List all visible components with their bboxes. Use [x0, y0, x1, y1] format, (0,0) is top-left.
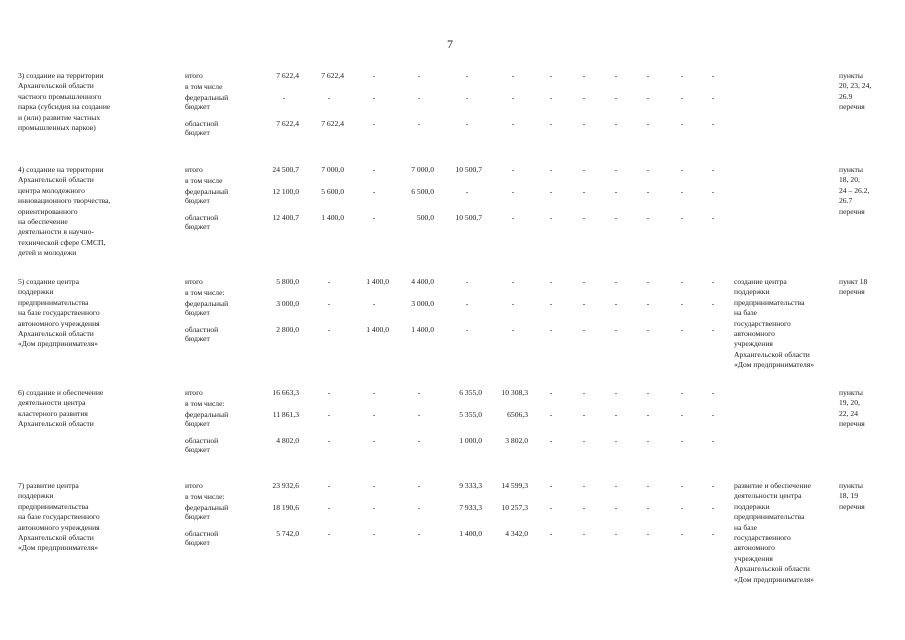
value-cell: 3 000,0 — [276, 299, 299, 308]
funding-source-label: областной — [185, 119, 219, 128]
value-cell: 5 800,0 — [276, 277, 299, 286]
expected-result-line: государственного — [734, 533, 791, 542]
empty-year-cell: - — [582, 93, 586, 102]
section-description-line: деятельности центра — [18, 398, 86, 408]
funding-source-label: областной — [185, 213, 219, 222]
value-cell: - — [372, 165, 376, 174]
value-cell: 7 622,4 — [276, 119, 299, 128]
expected-result-line: «Дом предпринимателя» — [734, 360, 815, 370]
empty-year-cell: - — [711, 187, 715, 196]
value-cell: 1 000,0 — [459, 436, 482, 445]
reference-line: перечня — [839, 419, 865, 429]
empty-year-cell: - — [614, 119, 618, 128]
value-cell: 6506,3 — [507, 410, 528, 419]
value-cell: - — [511, 213, 515, 222]
empty-year-cell: - — [582, 165, 586, 174]
value-cell: - — [511, 71, 515, 80]
value-cell: 7 622,4 — [321, 119, 344, 128]
page-number: 7 — [447, 37, 453, 51]
value-cell: 23 932,6 — [272, 481, 299, 490]
value-cell: - — [327, 277, 331, 286]
empty-year-cell: - — [582, 388, 586, 397]
empty-year-cell: - — [614, 325, 618, 334]
funding-source-label: в том числе: — [185, 288, 225, 297]
value-cell: - — [372, 187, 376, 196]
section-description-line: «Дом предпринимателя» — [18, 339, 99, 349]
value-cell: 6 355,0 — [459, 388, 482, 397]
value-cell: 3 000,0 — [411, 299, 434, 308]
empty-year-cell: - — [614, 165, 618, 174]
empty-year-cell: - — [680, 165, 684, 174]
value-cell: - — [511, 277, 515, 286]
empty-year-cell: - — [549, 503, 553, 512]
empty-year-cell: - — [549, 213, 553, 222]
funding-source-label: областной — [185, 436, 219, 445]
funding-source-label: бюджет — [185, 445, 210, 455]
section-description-line: на обеспечение — [18, 217, 68, 226]
funding-source-label: в том числе — [185, 176, 223, 185]
expected-result-line: на базе — [734, 522, 757, 532]
reference-line: пункт 18 — [839, 277, 868, 286]
empty-year-cell: - — [614, 71, 618, 80]
value-cell: - — [465, 71, 469, 80]
section-description-line: Архангельской области — [18, 533, 94, 542]
value-cell: - — [465, 119, 469, 128]
empty-year-cell: - — [711, 436, 715, 445]
empty-year-cell: - — [711, 71, 715, 80]
reference-line: пункты — [839, 165, 863, 174]
funding-source-label: итого — [185, 481, 203, 490]
value-cell: 14 599,3 — [501, 481, 528, 490]
reference-line: 26.7 — [839, 196, 853, 206]
funding-source-label: бюджет — [185, 419, 210, 429]
section-description-line: центра молодежного — [18, 185, 85, 195]
value-cell: - — [372, 503, 376, 512]
empty-year-cell: - — [711, 388, 715, 397]
value-cell: 10 500,7 — [455, 213, 482, 222]
value-cell: 12 400,7 — [272, 213, 299, 222]
section-description-line: 4) создание на территории — [18, 165, 104, 174]
value-cell: - — [327, 410, 331, 419]
expected-result-line: создание центра — [734, 277, 787, 286]
value-cell: - — [327, 325, 331, 334]
empty-year-cell: - — [711, 93, 715, 102]
empty-year-cell: - — [646, 165, 650, 174]
value-cell: - — [417, 410, 421, 419]
section-description-line: парка (субсидия на создание — [18, 102, 111, 112]
value-cell: 24 500,7 — [272, 165, 299, 174]
value-cell: 3 802,0 — [505, 436, 528, 445]
empty-year-cell: - — [711, 410, 715, 419]
empty-year-cell: - — [711, 481, 715, 490]
expected-result-line: поддержки — [734, 287, 770, 297]
expected-result-line: учреждения — [734, 553, 773, 563]
empty-year-cell: - — [614, 436, 618, 445]
empty-year-cell: - — [582, 119, 586, 128]
section-description-line: промышленных парков) — [18, 123, 96, 132]
funding-source-label: бюджет — [185, 538, 210, 548]
value-cell: 5 355,0 — [459, 410, 482, 419]
empty-year-cell: - — [711, 299, 715, 308]
section-description-line: технической сфере СМСП, — [18, 237, 106, 247]
reference-line: перечня — [839, 102, 865, 112]
empty-year-cell: - — [646, 325, 650, 334]
section-description-line: и (или) развитие частных — [18, 112, 101, 122]
empty-year-cell: - — [680, 388, 684, 397]
reference-line: перечня — [839, 287, 865, 297]
funding-source-label: бюджет — [185, 128, 210, 138]
value-cell: - — [511, 93, 515, 102]
value-cell: - — [327, 503, 331, 512]
empty-year-cell: - — [582, 529, 586, 538]
reference-line: 20, 23, 24, — [839, 81, 872, 91]
empty-year-cell: - — [549, 410, 553, 419]
section-description-line: Архангельской области — [18, 419, 94, 429]
value-cell: 10 257,3 — [501, 503, 528, 512]
funding-source-label: федеральный — [185, 503, 229, 512]
empty-year-cell: - — [582, 436, 586, 445]
empty-year-cell: - — [646, 71, 650, 80]
empty-year-cell: - — [680, 325, 684, 334]
section-description-line: на базе государственного — [18, 308, 100, 318]
empty-year-cell: - — [582, 187, 586, 196]
section-description-line: поддержки — [18, 491, 54, 501]
empty-year-cell: - — [680, 299, 684, 308]
value-cell: 6 500,0 — [411, 187, 434, 196]
empty-year-cell: - — [549, 325, 553, 334]
value-cell: - — [511, 119, 515, 128]
empty-year-cell: - — [680, 277, 684, 286]
value-cell: 500,0 — [416, 213, 434, 222]
value-cell: - — [327, 93, 331, 102]
value-cell: 18 190,6 — [272, 503, 299, 512]
reference-line: пункты — [839, 481, 863, 490]
section-description-line: кластерного развития — [18, 408, 88, 418]
value-cell: - — [327, 529, 331, 538]
value-cell: 1 400,0 — [321, 213, 344, 222]
section-description-line: деятельности в научно- — [18, 227, 94, 237]
section-description-line: 3) создание на территории — [18, 71, 104, 80]
value-cell: - — [417, 93, 421, 102]
section-description-line: Архангельской области — [18, 81, 94, 91]
empty-year-cell: - — [582, 410, 586, 419]
value-cell: - — [372, 410, 376, 419]
reference-line: 19, 20, — [839, 398, 860, 408]
empty-year-cell: - — [549, 93, 553, 102]
section-description-line: 5) создание центра — [18, 277, 79, 286]
empty-year-cell: - — [614, 529, 618, 538]
empty-year-cell: - — [711, 277, 715, 286]
empty-year-cell: - — [680, 436, 684, 445]
empty-year-cell: - — [582, 71, 586, 80]
value-cell: - — [417, 481, 421, 490]
funding-source-label: в том числе: — [185, 399, 225, 408]
value-cell: - — [327, 299, 331, 308]
empty-year-cell: - — [614, 388, 618, 397]
empty-year-cell: - — [582, 481, 586, 490]
reference-line: 22, 24 — [839, 408, 858, 418]
empty-year-cell: - — [549, 71, 553, 80]
empty-year-cell: - — [711, 529, 715, 538]
empty-year-cell: - — [646, 119, 650, 128]
expected-result-line: предпринимательства — [734, 297, 805, 307]
expected-result-line: Архангельской области — [734, 564, 810, 574]
section-description-line: Архангельской области — [18, 175, 94, 185]
funding-source-label: бюджет — [185, 196, 210, 206]
reference-line: перечня — [839, 501, 865, 511]
empty-year-cell: - — [582, 325, 586, 334]
reference-line: 18, 19 — [839, 491, 858, 501]
value-cell: 9 333,3 — [459, 481, 482, 490]
value-cell: 16 663,3 — [272, 388, 299, 397]
section-description-line: инновационного творчества, — [18, 196, 111, 206]
value-cell: - — [417, 436, 421, 445]
expected-result-line: деятельности центра — [734, 491, 802, 501]
value-cell: - — [417, 529, 421, 538]
value-cell: - — [327, 388, 331, 397]
value-cell: - — [372, 436, 376, 445]
value-cell: 7 933,3 — [459, 503, 482, 512]
empty-year-cell: - — [549, 481, 553, 490]
empty-year-cell: - — [549, 119, 553, 128]
expected-result-line: учреждения — [734, 339, 773, 349]
section-description-line: 7) развитие центра — [18, 481, 79, 490]
value-cell: 12 100,0 — [272, 187, 299, 196]
value-cell: - — [372, 388, 376, 397]
value-cell: - — [465, 325, 469, 334]
funding-source-label: бюджет — [185, 102, 210, 112]
value-cell: 4 342,0 — [505, 529, 528, 538]
value-cell: - — [327, 436, 331, 445]
funding-source-label: областной — [185, 325, 219, 334]
funding-source-label: бюджет — [185, 512, 210, 522]
value-cell: - — [417, 119, 421, 128]
value-cell: - — [417, 388, 421, 397]
funding-source-label: бюджет — [185, 308, 210, 318]
funding-source-label: федеральный — [185, 410, 229, 419]
empty-year-cell: - — [680, 529, 684, 538]
value-cell: 1 400,0 — [366, 277, 389, 286]
value-cell: - — [372, 213, 376, 222]
section-description-line: ориентированного — [18, 206, 78, 216]
empty-year-cell: - — [680, 503, 684, 512]
reference-line: пункты — [839, 388, 863, 397]
empty-year-cell: - — [614, 481, 618, 490]
empty-year-cell: - — [680, 187, 684, 196]
empty-year-cell: - — [680, 213, 684, 222]
section-description-line: частного промышленного — [18, 91, 102, 101]
section-description-line: предпринимательства — [18, 501, 89, 511]
empty-year-cell: - — [711, 325, 715, 334]
value-cell: 10 500,7 — [455, 165, 482, 174]
empty-year-cell: - — [614, 213, 618, 222]
expected-result-line: на базе — [734, 308, 757, 318]
value-cell: - — [372, 299, 376, 308]
funding-source-label: в том числе: — [185, 492, 225, 501]
funding-source-label: итого — [185, 277, 203, 286]
expected-result-line: Архангельской области — [734, 349, 810, 359]
empty-year-cell: - — [614, 299, 618, 308]
value-cell: 5 600,0 — [321, 187, 344, 196]
value-cell: 7 622,4 — [321, 71, 344, 80]
value-cell: 7 622,4 — [276, 71, 299, 80]
funding-source-label: бюджет — [185, 222, 210, 232]
section-description-line: «Дом предпринимателя» — [18, 543, 99, 553]
empty-year-cell: - — [646, 481, 650, 490]
value-cell: - — [282, 93, 286, 102]
empty-year-cell: - — [549, 299, 553, 308]
section-description-line: предпринимательства — [18, 297, 89, 307]
value-cell: 1 400,0 — [366, 325, 389, 334]
expected-result-line: автономного — [734, 543, 775, 553]
empty-year-cell: - — [680, 410, 684, 419]
reference-line: 26.9 — [839, 91, 853, 101]
funding-source-label: итого — [185, 388, 203, 397]
reference-line: 18, 20, — [839, 175, 860, 185]
reference-line: пункты — [839, 71, 863, 80]
empty-year-cell: - — [711, 165, 715, 174]
value-cell: - — [327, 481, 331, 490]
reference-line: 24 – 26.2, — [839, 185, 870, 195]
empty-year-cell: - — [646, 93, 650, 102]
funding-source-label: областной — [185, 529, 219, 538]
value-cell: - — [465, 277, 469, 286]
value-cell: - — [372, 529, 376, 538]
value-cell: - — [465, 93, 469, 102]
empty-year-cell: - — [711, 119, 715, 128]
value-cell: - — [465, 299, 469, 308]
section-description-line: детей и молодежи — [18, 248, 77, 258]
expected-result-line: автономного — [734, 329, 775, 338]
value-cell: 10 308,3 — [501, 388, 528, 397]
funding-source-label: федеральный — [185, 93, 229, 102]
empty-year-cell: - — [646, 277, 650, 286]
value-cell: - — [372, 119, 376, 128]
empty-year-cell: - — [646, 187, 650, 196]
value-cell: - — [511, 299, 515, 308]
empty-year-cell: - — [711, 503, 715, 512]
empty-year-cell: - — [549, 277, 553, 286]
empty-year-cell: - — [646, 388, 650, 397]
empty-year-cell: - — [711, 213, 715, 222]
value-cell: 7 000,0 — [321, 165, 344, 174]
empty-year-cell: - — [549, 529, 553, 538]
empty-year-cell: - — [549, 388, 553, 397]
value-cell: - — [511, 165, 515, 174]
expected-result-line: поддержки — [734, 501, 770, 511]
empty-year-cell: - — [646, 213, 650, 222]
empty-year-cell: - — [582, 299, 586, 308]
empty-year-cell: - — [614, 277, 618, 286]
value-cell: 11 861,3 — [272, 410, 299, 419]
empty-year-cell: - — [549, 436, 553, 445]
value-cell: 5 742,0 — [276, 529, 299, 538]
funding-source-label: федеральный — [185, 187, 229, 196]
empty-year-cell: - — [646, 436, 650, 445]
value-cell: - — [511, 325, 515, 334]
value-cell: - — [372, 93, 376, 102]
empty-year-cell: - — [614, 503, 618, 512]
value-cell: 2 800,0 — [276, 325, 299, 334]
value-cell: 7 000,0 — [411, 165, 434, 174]
funding-source-label: итого — [185, 165, 203, 174]
value-cell: 4 400,0 — [411, 277, 434, 286]
empty-year-cell: - — [646, 410, 650, 419]
empty-year-cell: - — [646, 503, 650, 512]
section-description-line: поддержки — [18, 287, 54, 297]
empty-year-cell: - — [680, 481, 684, 490]
funding-source-label: федеральный — [185, 299, 229, 308]
empty-year-cell: - — [680, 119, 684, 128]
reference-line: перечня — [839, 206, 865, 216]
value-cell: 1 400,0 — [459, 529, 482, 538]
funding-source-label: бюджет — [185, 334, 210, 344]
empty-year-cell: - — [680, 71, 684, 80]
expected-result-line: предпринимательства — [734, 512, 805, 522]
funding-source-label: в том числе — [185, 82, 223, 91]
value-cell: - — [372, 481, 376, 490]
expected-result-line: развитие и обеспечение — [734, 481, 811, 490]
empty-year-cell: - — [582, 503, 586, 512]
value-cell: 1 400,0 — [411, 325, 434, 334]
empty-year-cell: - — [549, 165, 553, 174]
funding-source-label: итого — [185, 71, 203, 80]
empty-year-cell: - — [680, 93, 684, 102]
section-description-line: 6) создание и обеспечение — [18, 388, 104, 397]
empty-year-cell: - — [614, 93, 618, 102]
section-description-line: Архангельской области — [18, 329, 94, 338]
value-cell: 4 802,0 — [276, 436, 299, 445]
value-cell: - — [511, 187, 515, 196]
empty-year-cell: - — [549, 187, 553, 196]
section-description-line: на базе государственного — [18, 512, 100, 522]
value-cell: - — [372, 71, 376, 80]
empty-year-cell: - — [646, 299, 650, 308]
empty-year-cell: - — [614, 410, 618, 419]
empty-year-cell: - — [614, 187, 618, 196]
expected-result-line: «Дом предпринимателя» — [734, 574, 815, 584]
expected-result-line: государственного — [734, 318, 791, 328]
section-description-line: автономного учреждения — [18, 318, 100, 328]
empty-year-cell: - — [646, 529, 650, 538]
value-cell: - — [465, 187, 469, 196]
value-cell: - — [417, 503, 421, 512]
empty-year-cell: - — [582, 213, 586, 222]
section-description-line: автономного учреждения — [18, 522, 100, 532]
value-cell: - — [417, 71, 421, 80]
empty-year-cell: - — [582, 277, 586, 286]
